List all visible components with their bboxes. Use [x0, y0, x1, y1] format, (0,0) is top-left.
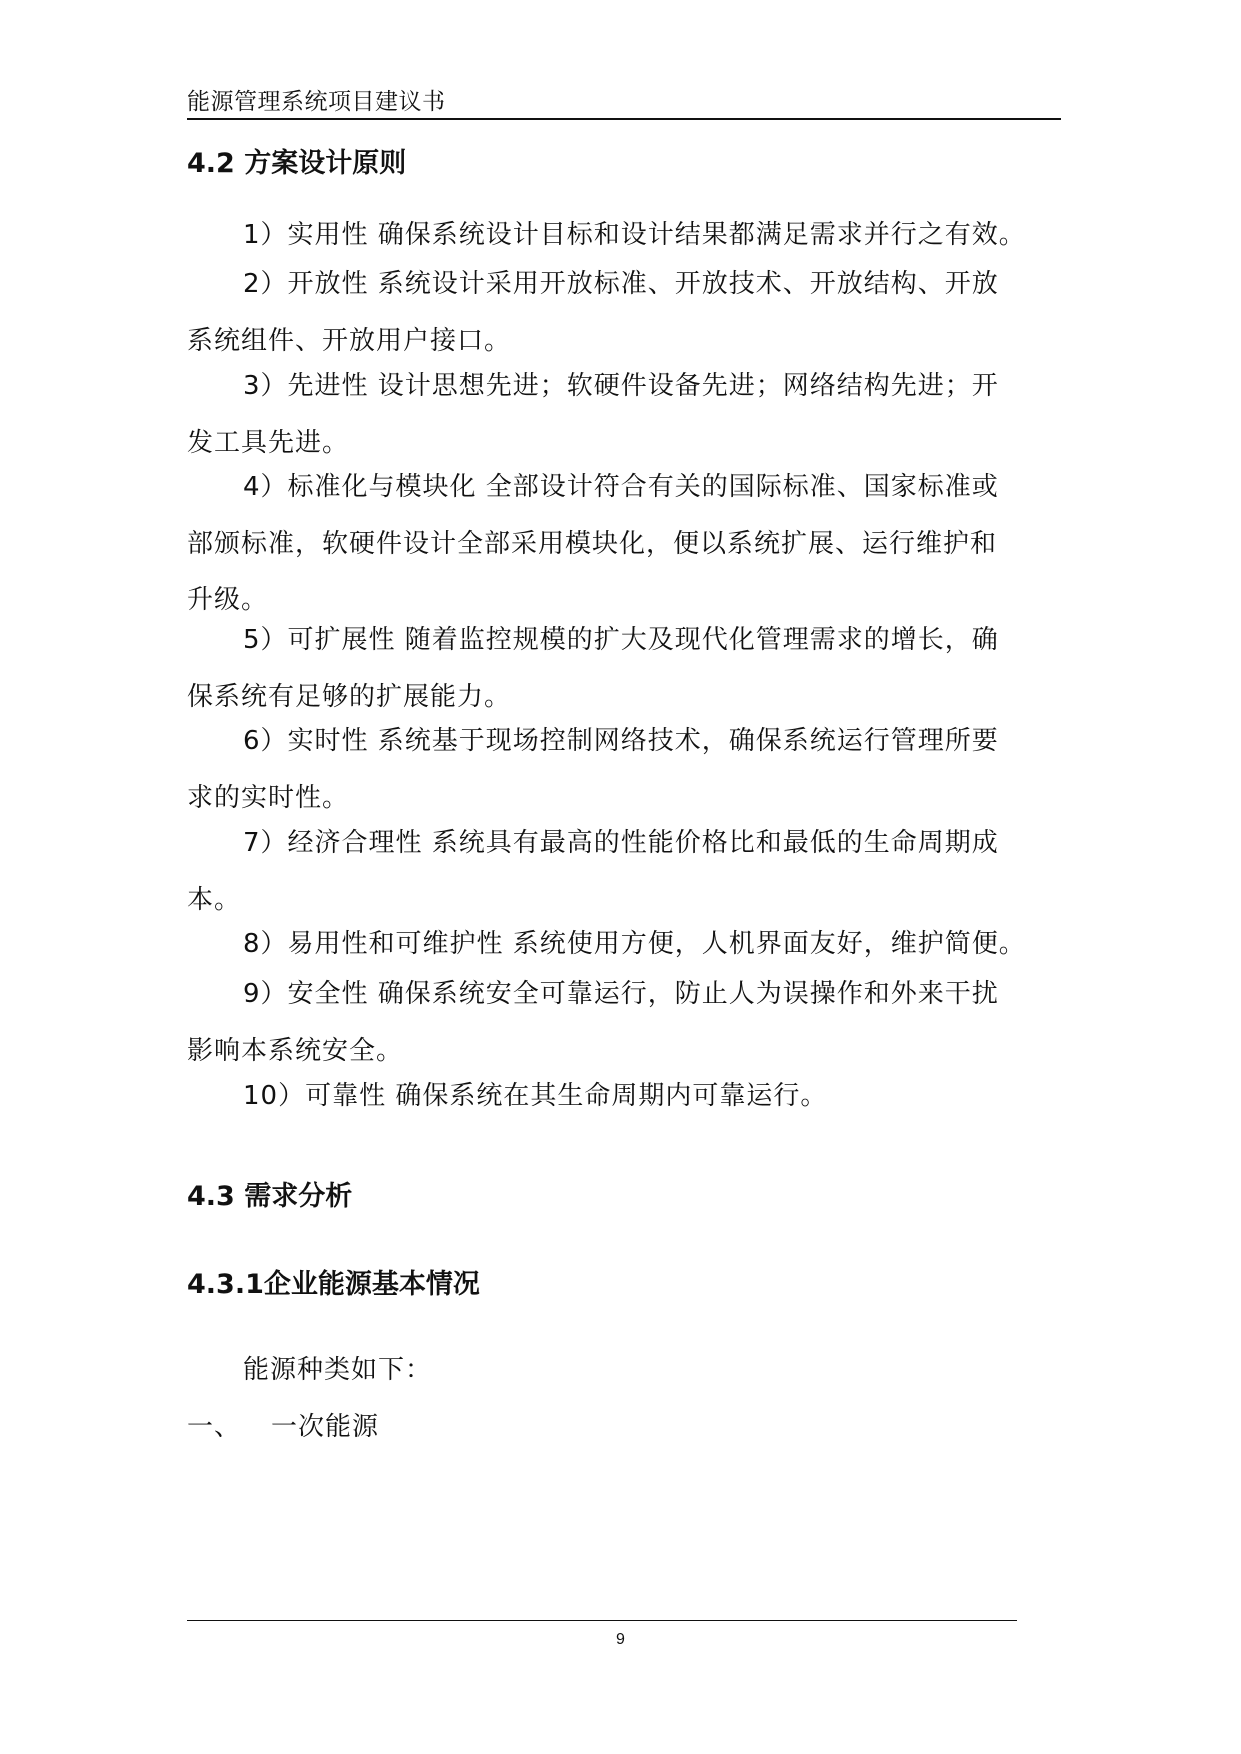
paragraph-line: 3）先进性 设计思想先进；软硬件设备先进；网络结构先进；开 — [243, 371, 999, 401]
paragraph-line: 发工具先进。 — [187, 427, 350, 458]
running-header-title: 能源管理系统项目建议书 — [187, 89, 446, 115]
paragraph-line: 9）安全性 确保系统安全可靠运行，防止人为误操作和外来干扰 — [243, 979, 999, 1009]
paragraph-line: 7）经济合理性 系统具有最高的性能价格比和最低的生命周期成 — [243, 828, 999, 858]
paragraph-line: 影响本系统安全。 — [187, 1035, 404, 1066]
energy-types-intro: 能源种类如下： — [243, 1355, 433, 1385]
paragraph-line: 5）可扩展性 随着监控规模的扩大及现代化管理需求的增长，确 — [243, 625, 999, 655]
principle-paragraph-8 — [187, 916, 1061, 973]
paragraph-line: 保系统有足够的扩展能力。 — [187, 681, 512, 712]
paragraph-line: 本。 — [187, 884, 242, 915]
section-4-3-heading: 4.3 需求分析 — [187, 1181, 353, 1212]
section-4-2-heading: 4.2 方案设计原则 — [187, 148, 407, 179]
principle-paragraph-6 — [187, 713, 1061, 826]
paragraph-line: 2）开放性 系统设计采用开放标准、开放技术、开放结构、开放 — [243, 269, 999, 299]
paragraph-line: 6）实时性 系统基于现场控制网络技术，确保系统运行管理所要 — [243, 726, 999, 756]
paragraph-line: 4）标准化与模块化 全部设计符合有关的国际标准、国家标准或 — [243, 472, 999, 502]
principle-paragraph-2 — [187, 256, 1061, 369]
paragraph-line: 8）易用性和可维护性 系统使用方便，人机界面友好，维护简便。 — [243, 929, 1026, 959]
principle-paragraph-3 — [187, 358, 1061, 471]
principle-paragraph-7 — [187, 815, 1061, 928]
list-item-text: 一次能源 — [271, 1412, 380, 1442]
principle-paragraph-4 — [187, 459, 1061, 629]
paragraph-line: 系统组件、开放用户接口。 — [187, 325, 512, 356]
principle-paragraph-5 — [187, 612, 1061, 725]
list-marker: 一、 — [187, 1412, 242, 1442]
paragraph-line: 1）实用性 确保系统设计目标和设计结果都满足需求并行之有效。 — [243, 220, 1026, 250]
paragraph-line: 升级。 — [187, 585, 269, 615]
principle-paragraph-10 — [187, 1068, 1061, 1125]
header-rule — [187, 118, 1061, 120]
footer-rule — [187, 1620, 1017, 1621]
paragraph-line: 部颁标准，软硬件设计全部采用模块化，便以系统扩展、运行维护和 — [187, 528, 998, 559]
principle-paragraph-9 — [187, 966, 1061, 1079]
paragraph-line: 10）可靠性 确保系统在其生命周期内可靠运行。 — [243, 1081, 828, 1111]
page-number: 9 — [616, 1631, 625, 1648]
paragraph-line: 求的实时性。 — [187, 782, 350, 813]
section-4-3-1-heading: 4.3.1企业能源基本情况 — [187, 1269, 480, 1300]
